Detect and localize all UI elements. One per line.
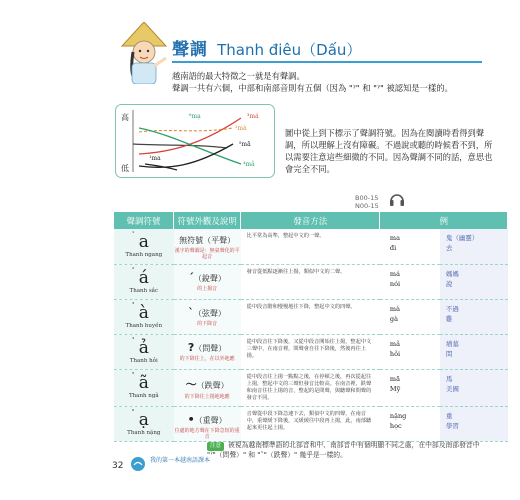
example-word: mà [389,304,400,313]
table-row [114,229,508,264]
footnote [207,441,502,460]
title-chinese: 聲調 [172,40,208,60]
tone-name-vi: Thanh nặng [127,429,161,436]
tone-letter: ã [138,372,149,393]
mark-name: （重聲） [194,415,227,425]
example-word: mả [389,339,400,348]
table-row [114,369,508,406]
row-number: ² [132,266,135,273]
pronunciation-method: 發音從低點逐漸往上揚，類似中文的二聲。 [241,264,380,299]
tone-name-vi: Thanh sắc [129,287,159,294]
table-row [114,334,508,369]
example-meaning: 學習 [445,421,459,430]
example-meaning: 馬 [445,374,453,383]
mark-note: 的下降音 [197,320,218,327]
example-word: hỏi [389,349,401,358]
page-number: 32 [112,461,124,471]
example-meaning: 說 [445,279,453,288]
table-row [114,264,508,299]
example-word: nặng [389,411,407,420]
tone-letter: a [138,232,149,252]
footnote-text: 被視為越南標準語的北部音和中、南部音中有個明顯不同之處，在中部及南部發音中 "ˀ"（問聲）" 和 "˜"（跌聲）" 幾乎是一樣的。 [207,441,480,459]
example-meaning: 去 [445,244,453,252]
example-word: ma [389,234,400,242]
example-meaning: 媽媽 [445,269,459,278]
example-meaning: 鬼（幽靈） [445,234,479,242]
pronunciation-method: 從中段音往上揚一點點之後，在停頓之後，再次從起往上揚，整起中文的三聲但發音比較高。在南音裡，跌聲和南音往往上揚的音，整起的是問聲，與聽聲和問聲的發音不同。 [241,369,380,406]
intro-line-2: 聲調一共有六個，中部和南部音則有五個（因為 "ˀ" 和 "ˀ" 被認知是一樣的。 [172,83,453,93]
mark-symbol: ˋ [188,305,194,319]
col-header-mark: 符號外觀及說明 [174,212,241,229]
example-word: mã [389,374,400,383]
tone-table [114,212,508,442]
table-row [114,406,508,441]
intro-text [172,70,492,94]
example-meaning: 不過 [445,304,459,313]
col-header-symbol: 聲調符號 [114,212,174,229]
pronunciation-method: 從中段音階和慢慢地往下降，整起中文的四聲。 [241,299,380,334]
tone-name-vi: Thanh ngang [125,252,163,258]
tone-letter: ả [138,337,149,358]
curve-label-2: ²mà [235,125,247,132]
chart-note: 圖中從上到下標示了聲調符號。因為在閱讀時看得到聲調，所以理解上沒有障礙。不過說或聽的時候看不到，所以需要注意這些細微的不同。因為聲調不同的話，意思也會完全不同。 [285,128,493,174]
example-meaning: 美國 [445,384,459,393]
title-vietnamese: Thanh điêu（Dấu） [217,41,362,59]
example-meaning: 雞 [445,314,453,323]
example-meaning: 重 [445,411,453,420]
curve-label-6: ¹ma [149,155,161,162]
mark-symbol: • [187,412,195,426]
audio-code-1: B00-15 [355,194,379,202]
pronunciation-method: 比平常為高準，整起中文的一聲。 [241,229,380,264]
tone-letter: à [138,302,149,323]
col-header-method: 發音方法 [241,212,380,229]
intro-line-1: 越南語的最大特徵之一就是有聲調。 [172,71,305,81]
chart-low-label: 低 [121,164,129,173]
page-title [172,35,482,63]
tone-chart [115,104,275,178]
table-row [114,299,508,334]
example-word: học [389,421,402,430]
example-word: má [389,269,400,278]
row-number: ⁵ [132,371,135,378]
audio-code-2: N00-15 [355,202,379,210]
example-word: Mỹ [389,384,401,393]
example-meaning: 問 [445,349,453,358]
mark-name: （問聲） [194,343,227,353]
book-logo-icon [130,456,146,472]
curve-label-5: ⁵mã [239,141,251,148]
mark-note: 的下降往上，在以外地應 [179,355,235,362]
mark-note: 漢字的聲調是：無氣聲化的平起音 [174,248,240,260]
example-word: gà [389,314,398,323]
book-title: 我的第一本越南語課本 [150,457,211,464]
col-header-example: 例 [380,212,508,229]
tone-name-vi: Thanh hỏi [129,357,158,364]
pronunciation-method: 音聲從中段下降急速下去，類似中文的四聲，在南音中，重聲緩下降後，又緩緩往中段再上揚，此，南部聽起來更往起上揚。 [241,406,380,441]
mark-name: （弦聲） [193,308,226,318]
mark-name: （跌聲） [196,380,229,390]
pronunciation-method: 從中段音往下降後，又從中段音開始往上揚，整起中文三聲中，在南音裡，問聲會自往下降後，然後再往上揚。 [241,334,380,369]
row-number: ⁶ [132,408,135,415]
row-number: ⁴ [132,336,135,343]
teacher-illustration [118,22,170,84]
mark-symbol: ˊ [188,270,194,284]
example-word: nói [389,279,401,288]
example-word: đi [389,244,397,252]
example-meaning: 墳墓 [445,339,459,348]
mark-note: 的下降往上揚地地應 [184,393,230,400]
curve-label-1: ³má [247,113,259,120]
tone-letter: á [138,267,149,288]
curve-label-4: ⁴mả [243,161,255,168]
tone-name-vi: Thanh ngã [128,392,159,399]
row-number: ¹ [132,231,135,237]
mark-name: 無符號（平聲） [179,236,236,245]
row-number: ³ [132,301,135,308]
mark-symbol: ? [187,340,195,354]
mark-symbol: ～ [185,377,197,391]
audio-track-codes [355,194,379,210]
mark-note: 的上揚音 [197,285,218,292]
headphones-icon[interactable] [388,190,406,208]
mark-name: （銳聲） [193,273,226,283]
curve-label-3: ⁶mạ [189,113,201,120]
chart-high-label: 高 [121,113,129,122]
footnote-tag: 注意 [207,442,224,451]
mark-note: 位處的地方聲在下降急短的重音 [174,427,240,440]
tone-letter: ạ [138,409,149,430]
tone-name-vi: Thanh huyền [125,322,163,329]
